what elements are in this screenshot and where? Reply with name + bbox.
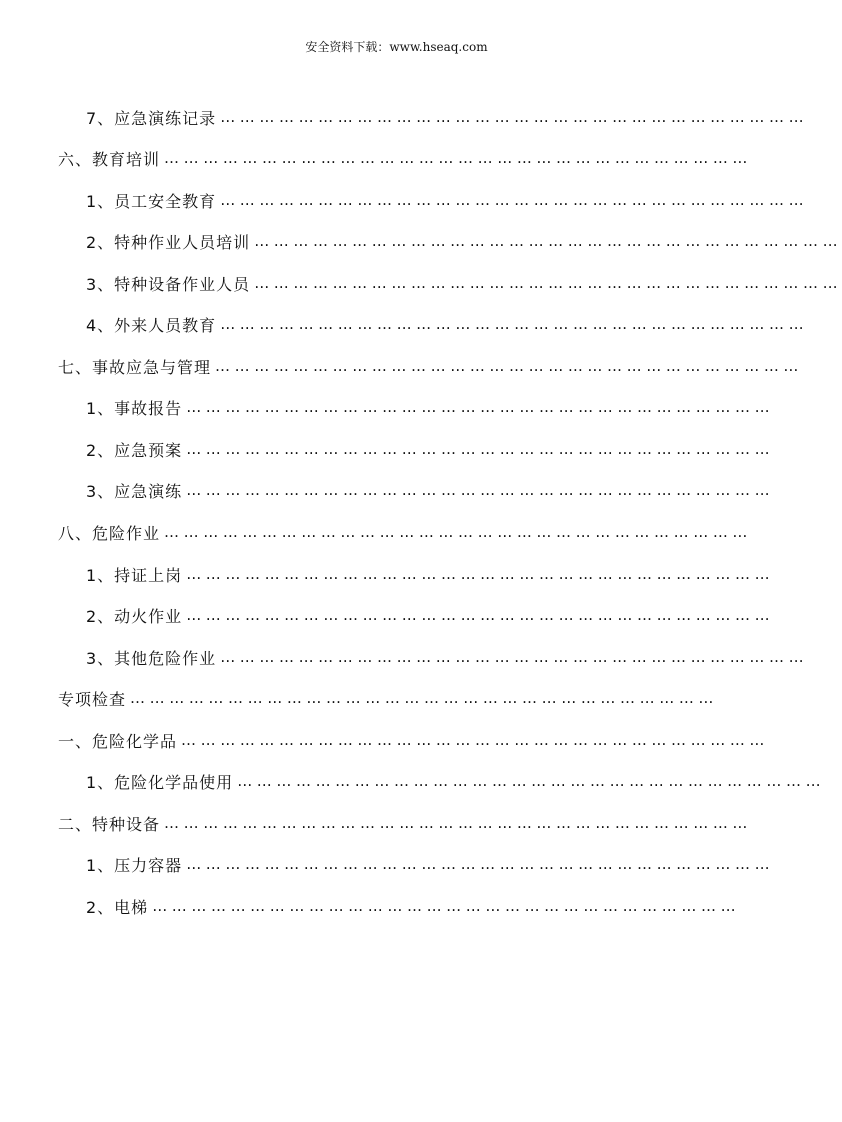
toc-entry-label: 2、应急预案 [86, 440, 183, 460]
toc-leader-dots: ……………………………………………………………………………… [220, 108, 809, 126]
toc-entry-label: 一、危险化学品 [58, 731, 178, 751]
toc-entry[interactable] [86, 642, 809, 672]
toc-entry[interactable] [86, 766, 826, 796]
toc-entry-label: 4、外来人员教育 [86, 315, 217, 335]
toc-leader-dots: ……………………………………………………………………………… [220, 315, 809, 333]
toc-entry[interactable] [86, 392, 775, 422]
toc-entry[interactable] [58, 351, 804, 381]
toc-entry-label: 1、持证上岗 [86, 565, 183, 585]
toc-entry[interactable] [86, 559, 775, 589]
toc-entry[interactable] [86, 309, 809, 339]
toc-entry[interactable] [58, 725, 770, 755]
toc-entry-label: 1、压力容器 [86, 855, 183, 875]
toc-entry-label: 3、应急演练 [86, 481, 183, 501]
toc-entry-label: 7、应急演练记录 [86, 108, 217, 128]
toc-leader-dots: ……………………………………………………………………………… [220, 191, 809, 209]
toc-leader-dots: ……………………………………………………………………………… [152, 897, 741, 915]
toc-entry[interactable] [58, 517, 753, 547]
toc-entry-label: 2、动火作业 [86, 606, 183, 626]
toc-entry[interactable] [86, 891, 741, 921]
toc-entry[interactable] [86, 600, 775, 630]
toc-leader-dots: ……………………………………………………………………………… [220, 648, 809, 666]
toc-leader-dots: ……………………………………………………………………………… [186, 440, 775, 458]
toc-entry[interactable] [86, 475, 775, 505]
toc-entry[interactable] [86, 102, 809, 132]
toc-leader-dots: ……………………………………………………………………………… [181, 731, 770, 749]
toc-entry-label: 1、危险化学品使用 [86, 772, 234, 792]
toc-entry-label: 二、特种设备 [58, 814, 161, 834]
toc-entry-label: 六、教育培训 [58, 149, 161, 169]
toc-leader-dots: ……………………………………………………………………………… [164, 523, 753, 541]
toc-entry-label: 七、事故应急与管理 [58, 357, 212, 377]
toc-entry[interactable] [58, 808, 753, 838]
toc-entry-label: 2、特种作业人员培训 [86, 232, 251, 252]
toc-entry-label: 八、危险作业 [58, 523, 161, 543]
toc-entry-label: 专项检查 [58, 689, 127, 709]
toc-leader-dots: ……………………………………………………………………………… [254, 232, 842, 250]
toc-entry[interactable] [86, 226, 842, 256]
toc-entry-label: 2、电梯 [86, 897, 149, 917]
toc-leader-dots: ……………………………………………………………………………… [215, 357, 804, 375]
toc-leader-dots: ……………………………………………………………………………… [186, 855, 775, 873]
toc-leader-dots: ……………………………………………………………………………… [186, 398, 775, 416]
toc-entry[interactable] [58, 683, 734, 713]
toc-entry[interactable] [86, 434, 775, 464]
toc-entry[interactable] [58, 143, 753, 173]
toc-leader-dots: ……………………………………………………………………………… [237, 772, 826, 790]
toc-entry-label: 3、其他危险作业 [86, 648, 217, 668]
toc-leader-dots: ……………………………………………………………………………… [164, 149, 753, 167]
toc-leader-dots: ……………………………………………………………………………… [130, 689, 719, 707]
toc-leader-dots: ……………………………………………………………………………… [254, 274, 842, 292]
toc-leader-dots: ……………………………………………………………………………… [186, 606, 775, 624]
toc-entry-label: 3、特种设备作业人员 [86, 274, 251, 294]
toc-entry[interactable] [86, 849, 775, 879]
toc-entry[interactable] [86, 268, 842, 298]
toc-entry[interactable] [86, 185, 809, 215]
toc-entry-label: 1、员工安全教育 [86, 191, 217, 211]
toc-leader-dots: ……………………………………………………………………………… [164, 814, 753, 832]
toc-leader-dots: ……………………………………………………………………………… [186, 481, 775, 499]
toc-entry-label: 1、事故报告 [86, 398, 183, 418]
page-header: 安全资料下载：www.hseaq.com [305, 40, 488, 54]
toc-leader-dots: ……………………………………………………………………………… [186, 565, 775, 583]
